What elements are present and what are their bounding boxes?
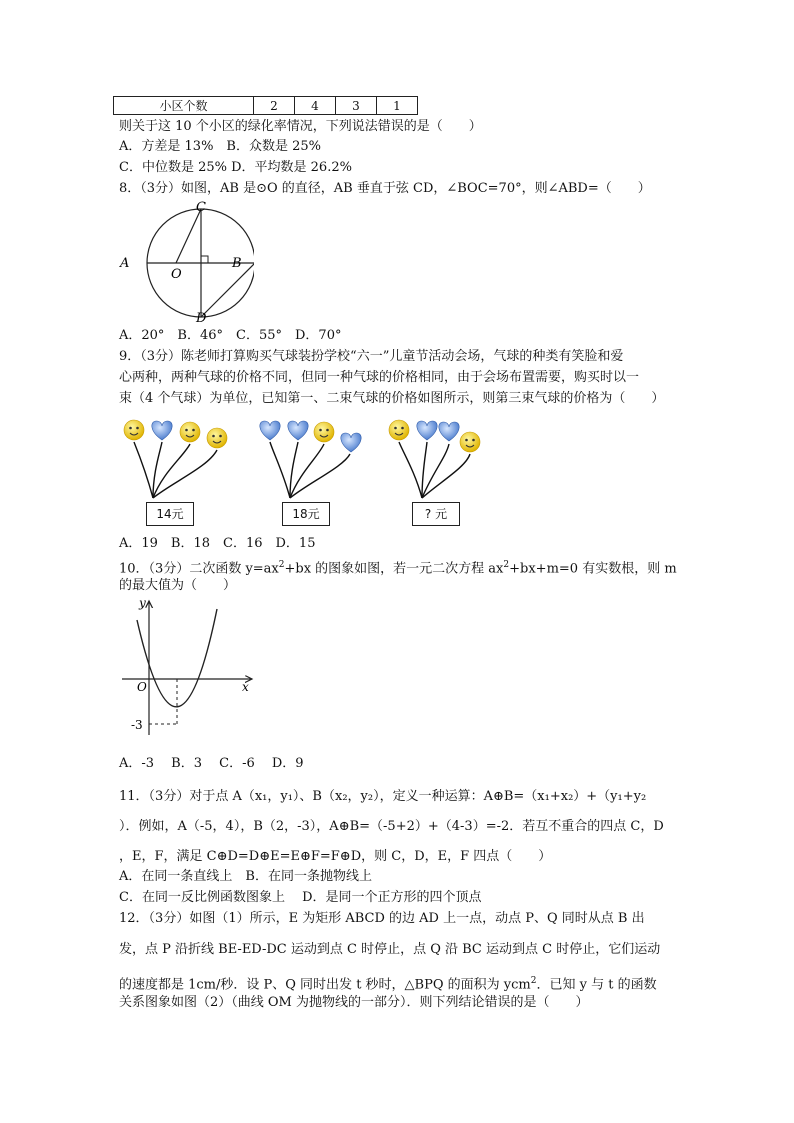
heart-balloon-icon — [260, 421, 280, 440]
price-box-3: ? 元 — [412, 502, 460, 526]
smiley-balloon-icon — [314, 422, 334, 442]
parabola-graph — [118, 595, 258, 740]
smiley-balloon-icon — [180, 422, 200, 442]
table-cell: 2 — [254, 97, 295, 115]
q9-line2: 心两种，两种气球的价格不同，但同一种气球的价格相同，由于会场布置需要，购买时以一 — [119, 370, 640, 385]
point-label-d: D — [196, 311, 207, 326]
q7-stem: 则关于这 10 个小区的绿化率情况，下列说法错误的是（ ） — [119, 119, 482, 134]
price-box-1: 14元 — [146, 502, 194, 526]
balloon-bunch-3 — [389, 420, 480, 498]
point-label-b: B — [232, 256, 242, 271]
table-header-cell: 小区个数 — [114, 97, 254, 115]
point-label-c: C — [196, 200, 206, 215]
q12-line2: 发，点 P 沿折线 BE-ED-DC 运动到点 C 时停止，点 Q 沿 BC 运动到点 C 时停止，它们运动 — [119, 942, 661, 957]
point-label-o: O — [171, 267, 182, 282]
q9-options: A．19 B．18 C．16 D．15 — [119, 536, 316, 551]
table-cell: 1 — [377, 97, 418, 115]
smiley-balloon-icon — [389, 420, 409, 440]
q9-line3: 束（4 个气球）为单位，已知第一、二束气球的价格如图所示，则第三束气球的价格为（ ） — [119, 391, 665, 406]
q10-sup-2: 2 — [503, 560, 510, 570]
q11-options-cd: C．在同一反比例函数图象上 D．是同一个正方形的四个顶点 — [119, 890, 482, 905]
balloon-figure — [118, 412, 498, 502]
x-axis-label: x — [242, 680, 249, 694]
y-axis-label: y — [139, 596, 146, 610]
q9-line1: 9．（3分）陈老师打算购买气球装扮学校“六一”儿童节活动会场，气球的种类有笑脸和爱 — [119, 349, 624, 364]
origin-label: O — [137, 680, 147, 694]
segment-bd — [201, 263, 254, 317]
q10-sup-1: 2 — [278, 560, 285, 570]
table-row — [114, 97, 418, 115]
q12-text-b: ．已知 y 与 t 的函数 — [536, 977, 657, 993]
q8-options: A．20° B．46° C．55° D．70° — [119, 328, 342, 343]
q7-options-cd: C．中位数是 25% D．平均数是 26.2% — [119, 160, 352, 175]
q10-text-a: 10．（3分）二次函数 y=ax — [119, 561, 279, 577]
q10-text-b: +bx 的图象如图，若一元二次方程 ax — [284, 561, 504, 577]
q11-options-ab: A．在同一条直线上 B．在同一条抛物线上 — [119, 869, 372, 884]
heart-balloon-icon — [417, 421, 437, 440]
heart-balloon-icon — [341, 433, 361, 452]
q12-line3 — [119, 972, 657, 994]
q12-text-a: 的速度都是 1cm/秒．设 P、Q 同时出发 t 秒时，△BPQ 的面积为 ycm — [119, 977, 531, 993]
balloon-bunch-1 — [124, 420, 227, 498]
table-cell: 3 — [336, 97, 377, 115]
table-cell: 4 — [295, 97, 336, 115]
q12-sup: 2 — [530, 976, 537, 986]
heart-balloon-icon — [152, 421, 172, 440]
segment-oc — [176, 209, 201, 263]
q12-line1: 12．（3分）如图（1）所示，E 为矩形 ABCD 的边 AD 上一点，动点 P、Q 同时从点 B 出 — [119, 911, 645, 926]
heart-balloon-icon — [288, 421, 308, 440]
circle-figure — [114, 200, 254, 326]
q10-line2: 的最大值为（ ） — [119, 578, 237, 593]
q8-stem: 8．（3分）如图，AB 是⊙O 的直径，AB 垂直于弦 CD，∠BOC=70°，则∠ABD=（ ） — [119, 181, 651, 196]
q11-line3: ，E，F，满足 C⊕D=D⊕E=E⊕F=F⊕D，则 C，D，E，F 四点（ ） — [119, 849, 552, 864]
q11-line2: ）．例如，A（-5，4），B（2，-3），A⊕B=（-5+2）+（4-3）=-2．若互不重合的四点 C，D — [119, 819, 664, 834]
price-box-2: 18元 — [282, 502, 330, 526]
q11-line1: 11．（3分）对于点 A（x₁，y₁）、B（x₂，y₂），定义一种运算：A⊕B=（x₁+x₂）+（y₁+y₂ — [119, 789, 647, 804]
smiley-balloon-icon — [124, 420, 144, 440]
right-angle-mark — [201, 256, 208, 263]
heart-balloon-icon — [439, 422, 459, 441]
q10-text-c: +bx+m=0 有实数根，则 m — [509, 561, 677, 577]
tick-label-minus3: -3 — [131, 718, 143, 732]
q10-line1 — [119, 556, 677, 578]
smiley-balloon-icon — [207, 428, 227, 448]
q12-line4: 关系图象如图（2）（曲线 OM 为抛物线的一部分）．则下列结论错误的是（ ） — [119, 995, 589, 1010]
smiley-balloon-icon — [460, 432, 480, 452]
point-label-a: A — [120, 256, 130, 271]
balloon-bunch-2 — [260, 421, 361, 498]
community-count-table — [113, 96, 418, 115]
q7-options-ab: A．方差是 13% B．众数是 25% — [119, 139, 321, 154]
q10-options: A．-3 B．3 C．-6 D．9 — [119, 756, 304, 771]
